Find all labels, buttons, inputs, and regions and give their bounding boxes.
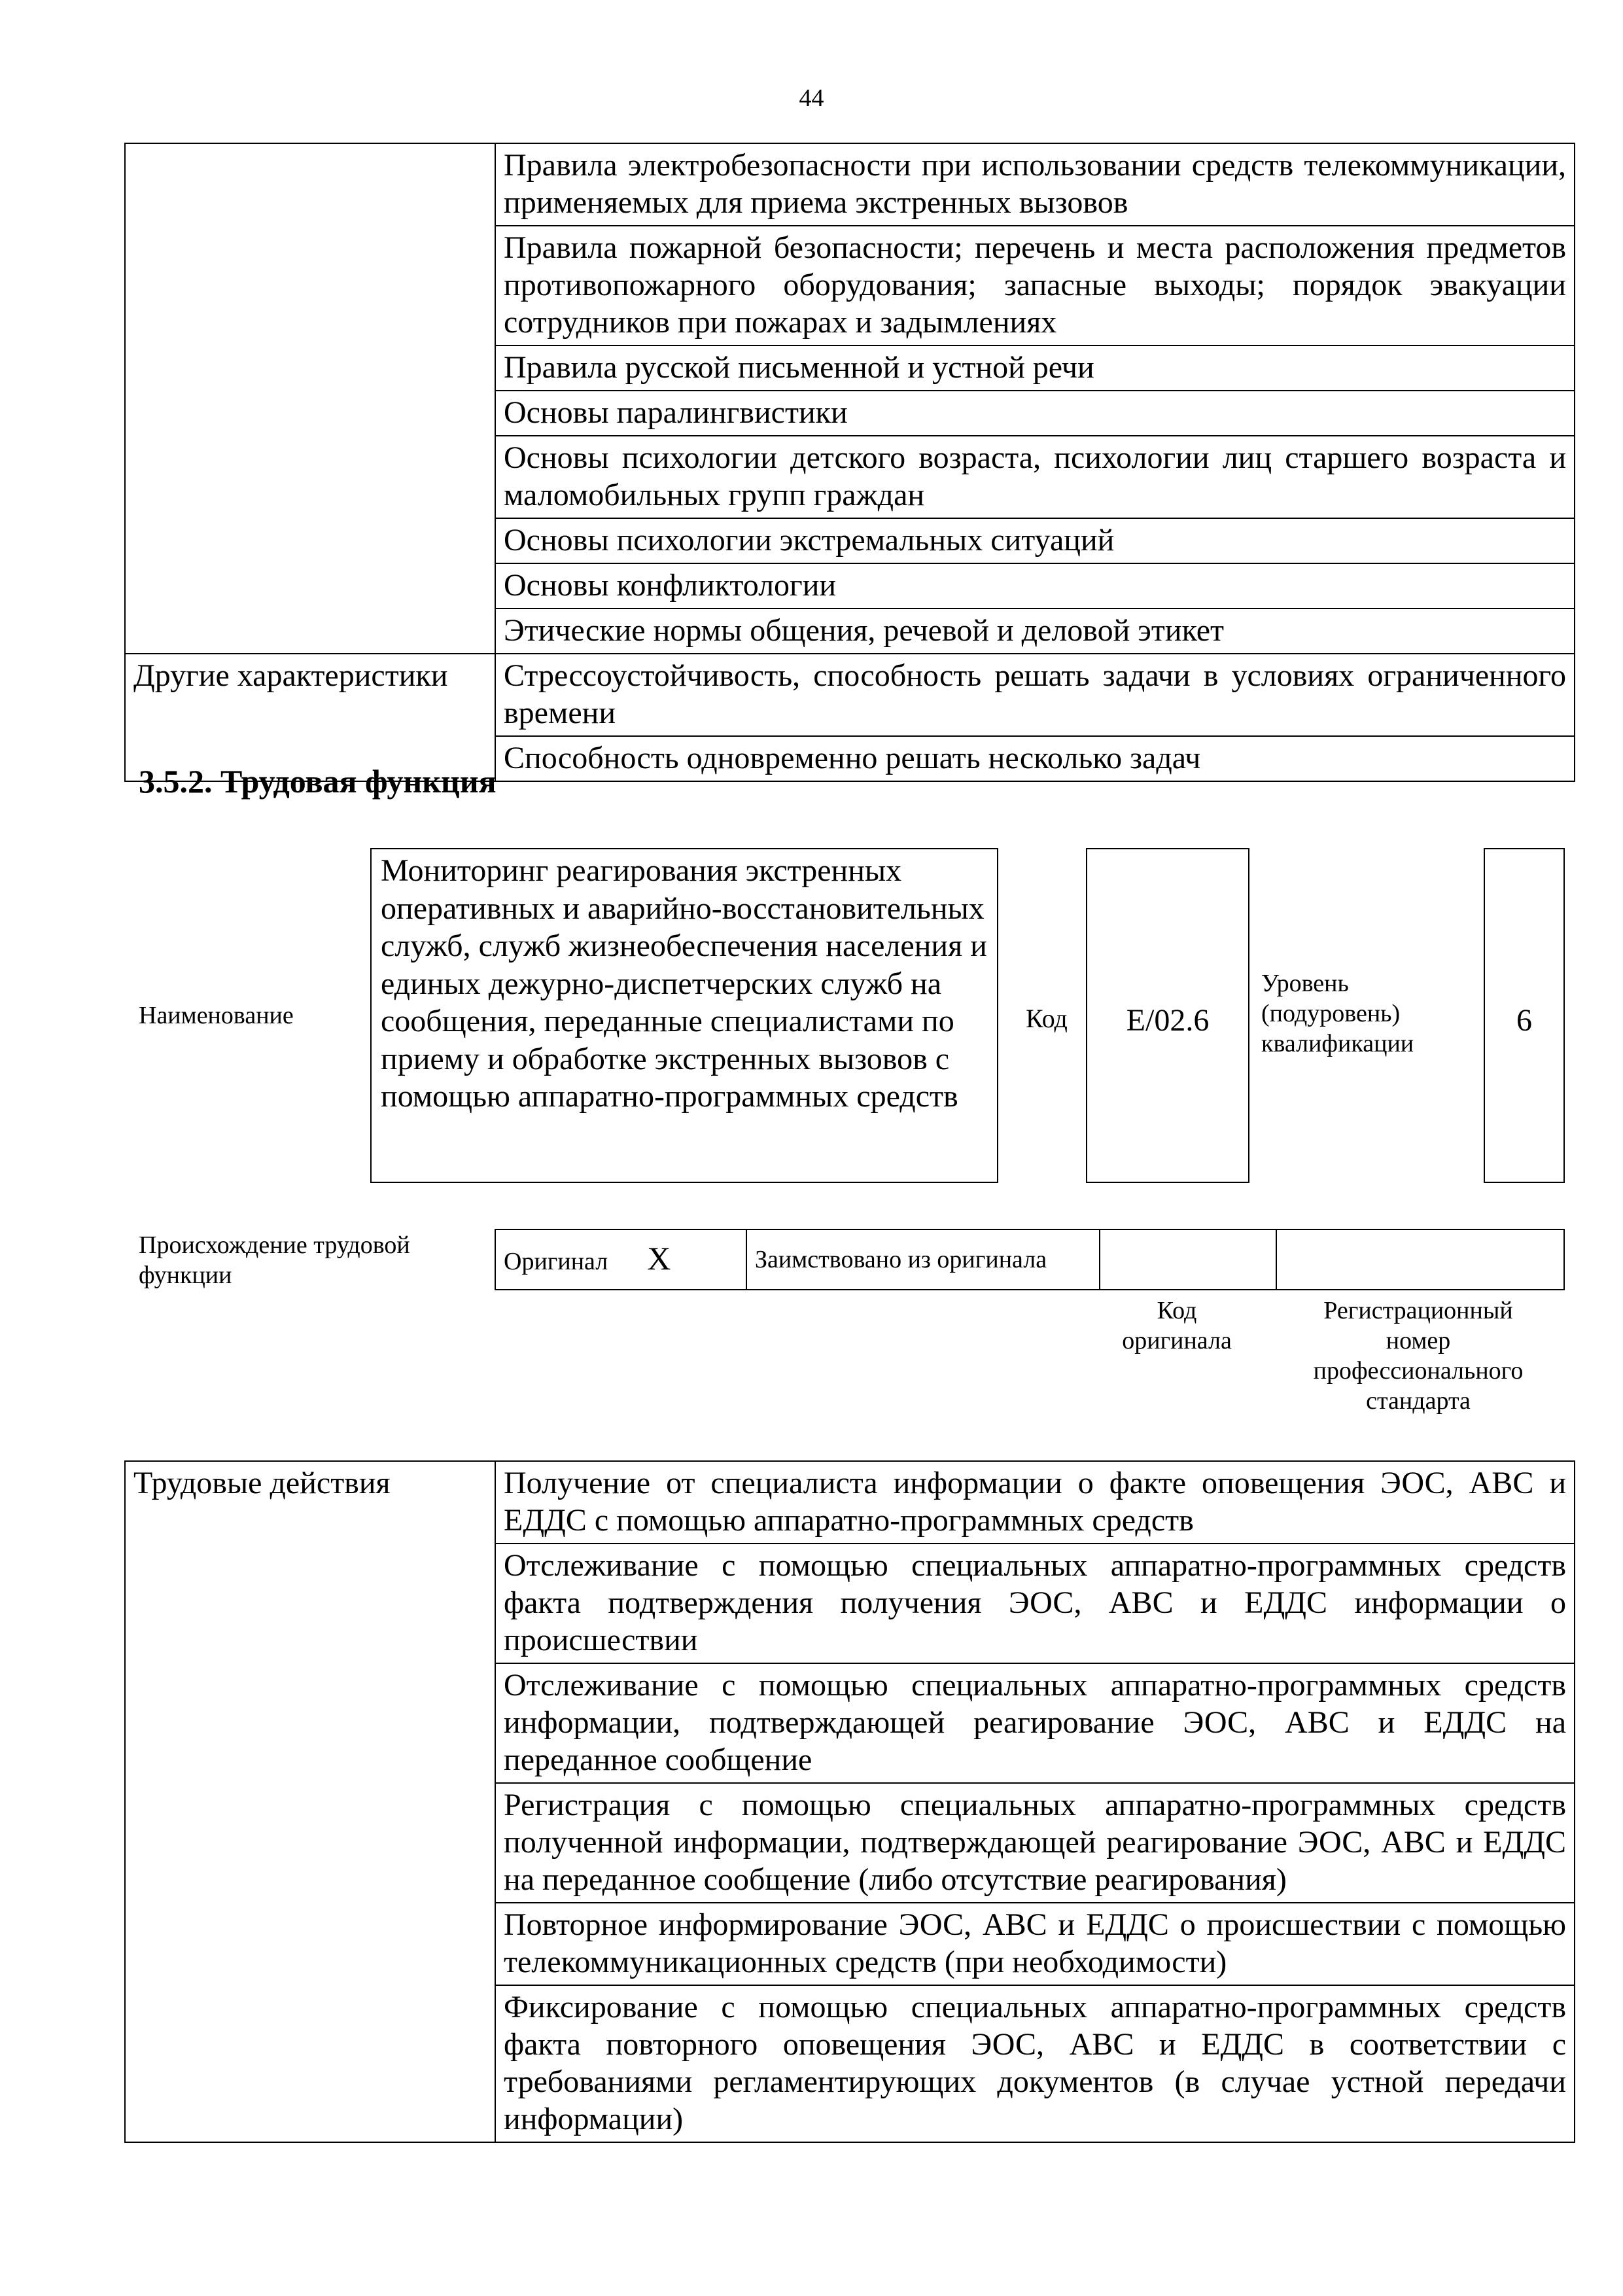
original-code-caption xyxy=(1095,1296,1259,1356)
function-code-label: Код xyxy=(1026,1004,1068,1033)
labor-action-item: Отслеживание с помощью специальных аппаратно-программных средств информации, подтверждающей реагирование ЭОС, АВС и ЕДДС на переданное сообщение xyxy=(495,1663,1575,1783)
labor-actions-table xyxy=(124,1460,1575,2143)
section-heading: 3.5.2. Трудовая функция xyxy=(139,763,497,800)
knowledge-label-cell xyxy=(125,143,495,654)
original-cell xyxy=(495,1229,746,1290)
knowledge-item: Основы психологии детского возраста, психологии лиц старшего возраста и маломобильных групп граждан xyxy=(495,436,1575,518)
page-number: 44 xyxy=(799,84,824,112)
knowledge-item: Основы паралингвистики xyxy=(495,391,1575,436)
knowledge-item: Правила пожарной безопасности; перечень и места расположения предметов противопожарного оборудования; запасные выходы; порядок эвакуации сотрудников при пожарах и задымлениях xyxy=(495,226,1575,345)
qualification-level-value: 6 xyxy=(1484,848,1565,1183)
table-row xyxy=(495,1229,1564,1290)
qualification-level-label xyxy=(1261,968,1471,1059)
origin-table xyxy=(495,1229,1565,1290)
knowledge-item: Основы конфликтологии xyxy=(495,563,1575,609)
origin-label-text: Происхождение трудовой функции xyxy=(139,1231,410,1289)
labor-action-item: Регистрация с помощью специальных аппаратно-программных средств полученной информации, подтверждающей реагирование ЭОС, АВС и ЕДДС на переданное сообщение (либо отсутствие реагирования) xyxy=(495,1783,1575,1903)
labor-action-item: Получение от специалиста информации о факте оповещения ЭОС, АВС и ЕДДС с помощью аппаратно-программных средств xyxy=(495,1461,1575,1544)
knowledge-table xyxy=(124,143,1575,782)
other-characteristic-item: Стрессоустойчивость, способность решать задачи в условиях ограниченного времени xyxy=(495,654,1575,736)
registration-number-caption xyxy=(1272,1296,1565,1416)
labor-action-item: Фиксирование с помощью специальных аппаратно-программных средств факта повторного оповещения ЭОС, АВС и ЕДДС в соответствии с требованиями регламентирующих документов (в случае устной передачи информации) xyxy=(495,1985,1575,2142)
other-characteristics-label: Другие характеристики xyxy=(125,654,495,781)
original-label: Оригинал xyxy=(504,1247,608,1275)
function-code-value: E/02.6 xyxy=(1086,848,1249,1183)
borrowed-label: Заимствовано из оригинала xyxy=(746,1229,1100,1290)
table-row xyxy=(125,654,1575,736)
origin-label xyxy=(139,1230,479,1290)
labor-action-item: Повторное информирование ЭОС, АВС и ЕДДС о происшествии с помощью телекоммуникационных средств (при необходимости) xyxy=(495,1903,1575,1985)
other-characteristic-item: Способность одновременно решать несколько задач xyxy=(495,736,1575,781)
function-name-label: Наименование xyxy=(139,1002,294,1029)
table-row xyxy=(125,1461,1575,1544)
original-mark: X xyxy=(647,1239,671,1277)
registration-number-caption-text: Регистрационный номер профессионального стандарта xyxy=(1313,1297,1524,1415)
knowledge-item: Этические нормы общения, речевой и деловой этикет xyxy=(495,609,1575,654)
function-name-box: Мониторинг реагирования экстренных оперативных и аварийно-восстановительных служб, служб жизнеобеспечения населения и единых дежурно-диспетчерских служб на сообщения, переданные специалистами по приему и обработке экстренных вызовов с помощью аппаратно-программных средств xyxy=(370,848,998,1183)
labor-action-item: Отслеживание с помощью специальных аппаратно-программных средств факта подтверждения получения ЭОС, АВС и ЕДДС информации о происшествии xyxy=(495,1544,1575,1663)
knowledge-item: Правила русской письменной и устной речи xyxy=(495,345,1575,391)
qualification-level-label-text: Уровень (подуровень) квалификации xyxy=(1261,970,1414,1057)
original-code-caption-text: Код оригинала xyxy=(1122,1297,1232,1354)
labor-actions-label: Трудовые действия xyxy=(125,1461,495,2142)
registration-number-cell xyxy=(1276,1229,1564,1290)
knowledge-item: Правила электробезопасности при использовании средств телекоммуникации, применяемых для приема экстренных вызовов xyxy=(495,143,1575,226)
knowledge-item: Основы психологии экстремальных ситуаций xyxy=(495,518,1575,563)
table-row xyxy=(125,143,1575,226)
original-code-cell xyxy=(1100,1229,1276,1290)
